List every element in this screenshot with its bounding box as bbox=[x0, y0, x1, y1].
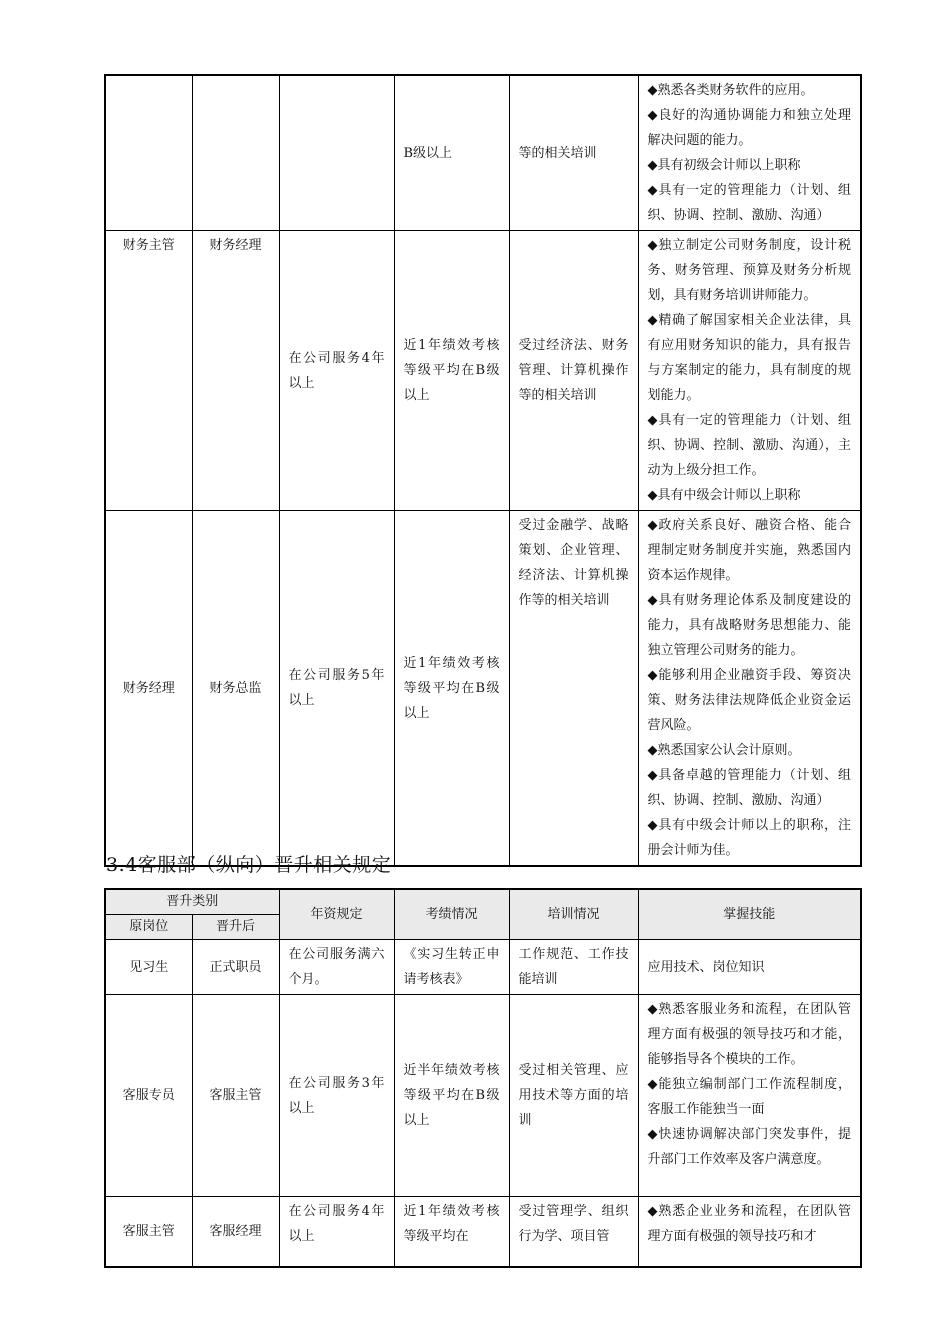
header-row bbox=[105, 889, 861, 915]
seniority-cell: 在公司服务3年以上 bbox=[279, 995, 394, 1197]
training-cell: 受过经济法、财务管理、计算机操作等的相关培训 bbox=[509, 231, 638, 511]
seniority-cell: 在公司服务4年以上 bbox=[279, 1197, 394, 1267]
skills-cell bbox=[638, 511, 861, 867]
skill-item: ◆具有一定的管理能力（计划、组织、协调、控制、激励、沟通） bbox=[647, 183, 851, 223]
seniority-cell: 在公司服务满六个月。 bbox=[279, 940, 394, 995]
performance-cell: 近半年绩效考核等级平均在B级以上 bbox=[394, 995, 509, 1197]
promoted-position-cell: 正式职员 bbox=[192, 940, 279, 995]
header-promoted-position: 晋升后 bbox=[192, 915, 279, 940]
header-training: 培训情况 bbox=[509, 889, 638, 940]
performance-cell: 《实习生转正申请考核表》 bbox=[394, 940, 509, 995]
skill-item: ◆具有中级会计师以上的职称，注册会计师为佳。 bbox=[647, 818, 851, 858]
section-heading: 3.4客服部（纵向）晋升相关规定 bbox=[106, 854, 392, 876]
orig-position-cell bbox=[105, 75, 192, 231]
skill-item: ◆良好的沟通协调能力和独立处理解决问题的能力。 bbox=[647, 108, 851, 148]
seniority-cell bbox=[279, 75, 394, 231]
performance-cell: B级以上 bbox=[394, 75, 509, 231]
performance-cell: 近1年绩效考核等级平均在B级以上 bbox=[394, 231, 509, 511]
performance-cell: 近1年绩效考核等级平均在 bbox=[394, 1197, 509, 1267]
skill-item: ◆具备卓越的管理能力（计划、组织、协调、控制、激励、沟通） bbox=[647, 768, 851, 808]
training-cell: 工作规范、工作技能培训 bbox=[509, 940, 638, 995]
orig-position-cell: 客服主管 bbox=[105, 1197, 192, 1267]
skill-item: 应用技术、岗位知识 bbox=[647, 959, 765, 975]
table-row bbox=[105, 75, 861, 231]
skills-cell bbox=[638, 995, 861, 1197]
skill-item: ◆独立制定公司财务制度，设计税务、财务管理、预算及财务分析规划，具有财务培训讲师能力。 bbox=[647, 238, 851, 303]
seniority-cell: 在公司服务4年以上 bbox=[279, 231, 394, 511]
skill-item: ◆精确了解国家相关企业法律，具有应用财务知识的能力，具有报告与方案制定的能力，具有制度的规划能力。 bbox=[647, 313, 851, 403]
finance-promotion-table bbox=[104, 74, 862, 867]
promoted-position-cell: 客服主管 bbox=[192, 995, 279, 1197]
promoted-position-cell: 财务总监 bbox=[192, 511, 279, 867]
training-cell: 受过管理学、组织行为学、项目管 bbox=[509, 1197, 638, 1267]
header-category: 晋升类别 bbox=[105, 889, 279, 915]
skill-item: ◆熟悉各类财务软件的应用。 bbox=[647, 83, 814, 98]
skills-cell bbox=[638, 1197, 861, 1267]
promoted-position-cell: 财务经理 bbox=[192, 231, 279, 511]
header-performance: 考绩情况 bbox=[394, 889, 509, 940]
skills-cell bbox=[638, 231, 861, 511]
orig-position-cell: 财务主管 bbox=[105, 231, 192, 511]
skill-item: ◆熟悉国家公认会计原则。 bbox=[647, 743, 801, 758]
skill-item: ◆具有中级会计师以上职称 bbox=[647, 488, 801, 503]
orig-position-cell: 财务经理 bbox=[105, 511, 192, 867]
training-cell: 受过金融学、战略策划、企业管理、经济法、计算机操作等的相关培训 bbox=[509, 511, 638, 867]
skill-item: ◆具有初级会计师以上职称 bbox=[647, 158, 801, 173]
promoted-position-cell: 客服经理 bbox=[192, 1197, 279, 1267]
table-row bbox=[105, 231, 861, 511]
training-cell: 受过相关管理、应用技术等方面的培训 bbox=[509, 995, 638, 1197]
skill-item: ◆快速协调解决部门突发事件，提升部门工作效率及客户满意度。 bbox=[647, 1127, 851, 1167]
skill-item: ◆具有财务理论体系及制度建设的能力，具有战略财务思想能力、能独立管理公司财务的能力。 bbox=[647, 593, 851, 658]
customer-service-promotion-table bbox=[104, 888, 862, 1268]
header-seniority: 年资规定 bbox=[279, 889, 394, 940]
skills-cell bbox=[638, 75, 861, 231]
orig-position-cell: 客服专员 bbox=[105, 995, 192, 1197]
skill-item: ◆能独立编制部门工作流程制度，客服工作能独当一面 bbox=[647, 1077, 851, 1117]
table-row bbox=[105, 995, 861, 1197]
skill-item: ◆具有一定的管理能力（计划、组织、协调、控制、激励、沟通），主动为上级分担工作。 bbox=[647, 413, 851, 478]
header-skills: 掌握技能 bbox=[638, 889, 861, 940]
table-row bbox=[105, 1197, 861, 1267]
training-cell: 等的相关培训 bbox=[509, 75, 638, 231]
skills-cell bbox=[638, 940, 861, 995]
skill-item: ◆政府关系良好、融资合格、能合理制定财务制度并实施，熟悉国内资本运作规律。 bbox=[647, 518, 851, 583]
promoted-position-cell bbox=[192, 75, 279, 231]
table-row bbox=[105, 511, 861, 867]
skill-item: ◆能够利用企业融资手段、筹资决策、财务法律法规降低企业资金运营风险。 bbox=[647, 668, 851, 733]
table-row bbox=[105, 940, 861, 995]
skill-item: ◆熟悉企业业务和流程，在团队管理方面有极强的领导技巧和才 bbox=[647, 1204, 851, 1244]
performance-cell: 近1年绩效考核等级平均在B级以上 bbox=[394, 511, 509, 867]
orig-position-cell: 见习生 bbox=[105, 940, 192, 995]
seniority-cell: 在公司服务5年以上 bbox=[279, 511, 394, 867]
header-orig-position: 原岗位 bbox=[105, 915, 192, 940]
skill-item: ◆熟悉客服业务和流程，在团队管理方面有极强的领导技巧和才能，能够指导各个模块的工作。 bbox=[647, 1002, 851, 1067]
